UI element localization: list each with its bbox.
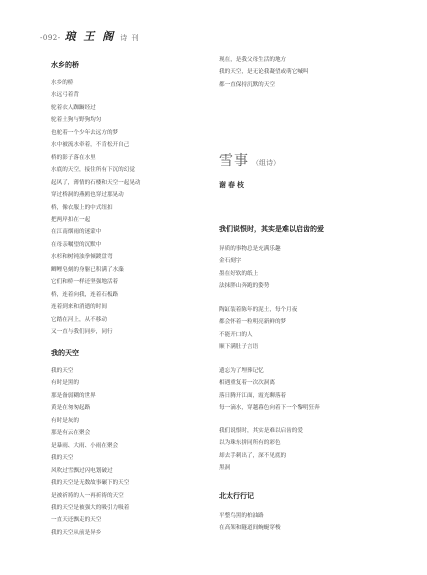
poem-line: 我的天空是无数故事碾下的天空: [51, 480, 130, 487]
poem-line: 却去手刺出了，深不见底的: [219, 452, 287, 459]
poem-line: 在江南烟雨的迷蒙中: [51, 229, 102, 236]
poem-line: 落日腾开江面，霞光聊落着: [219, 392, 287, 399]
page-number: -092-: [40, 34, 61, 42]
poem-line: 有时是灰的: [51, 417, 79, 424]
poem-line: 那是备弱糊的世界: [51, 392, 96, 399]
poem-line: 把两岸扣在一起: [51, 216, 91, 223]
magazine-title: 诗 刊: [120, 34, 140, 42]
author-name: 谢春枝: [219, 180, 246, 189]
poem-line: 桥的影子落在水里: [51, 154, 96, 161]
poem-line: 我的天空: [51, 455, 74, 462]
poem-line: 黄是在匆匆起路: [51, 405, 91, 412]
poem-line: 我的天空，是无论我凝望或萌它喊叫: [219, 69, 309, 76]
poem-line: 水中被流水牵着，不肯松开自己: [51, 142, 130, 149]
poem-line: 起风了，薄情的石楼和天空一起晃动: [51, 179, 141, 186]
poem-line: 水底的天空，接住所有下沉的幻觉: [51, 167, 135, 174]
poem-line: 是暴雨、大雨、小雨在聚会: [51, 442, 119, 449]
poem-line: 水远弓着背: [51, 92, 79, 99]
poem-line: 桥，连着向我，连着石板路: [51, 291, 119, 298]
poem-line: 驼着衣人踟蹰经过: [51, 104, 96, 111]
poem-line: 我的天空从前是异乡: [51, 529, 102, 536]
poem-line: 不能开口的人: [219, 331, 253, 338]
poem-line: 陶缸装着陈年的泥土，每个月夜: [219, 307, 298, 313]
poem-line: 在母亲嘱望的沉默中: [51, 241, 102, 248]
magazine-logo: 琅 王 阁: [64, 30, 116, 43]
poem-line: 水杉和树钝浊拳倾踱盘弯: [51, 254, 113, 261]
poem-title: 我的天空: [51, 348, 79, 357]
poem-line: 在高架和隧道间蜿蜒穿梭: [219, 525, 281, 532]
poem-line: 驼着土狗与野狗均匀: [51, 117, 102, 124]
poem-line: 顺下满肚子言语: [219, 344, 259, 351]
poem-line: 以为珠东拼同所有的彩色: [219, 440, 281, 447]
section-title: [219, 150, 280, 170]
poem-line: 异质的事物总是充满乐趣: [219, 246, 281, 252]
poem-line: 那是有云在聚会: [51, 430, 91, 437]
poem-title: 我们说恨时，其实是难以启齿的爱: [219, 224, 324, 233]
poem-line: 穿过桥洞的燕鸥也穿过那晃动: [51, 192, 124, 199]
poem-line: 现在，是我父母生活的地方: [219, 57, 287, 63]
poem-line: 都一直保持沉默的天空: [219, 81, 275, 88]
poem-line: 水乡的桥: [51, 80, 74, 86]
poem-line: 法抹胖山奔跑的姿势: [219, 283, 270, 290]
page-header: [40, 28, 140, 44]
poem-line: 桥，像衣服上的中式纽扣: [51, 204, 113, 211]
poem-title: 北太行行记: [219, 491, 254, 500]
poem-line: 是被祈祷的人一再祈祷的天空: [51, 492, 124, 499]
poem-line: 墨在好软的纸上: [219, 270, 259, 277]
poem-line: 鲫鲤皂刻的身躯已积满了水藻: [51, 266, 124, 273]
poem-title: 水乡的桥: [51, 60, 79, 69]
poem-line: 连着到来和消逝的时间: [51, 304, 107, 311]
poem-line: 一直天还飘走的天空: [51, 517, 102, 524]
poem-line: 我的天空是被强大的吸引力吸着: [51, 504, 130, 511]
poem-line: 有时是黑的: [51, 380, 79, 387]
section-subtitle: （组诗）: [252, 159, 280, 167]
poem-line: 又一直与我们同步，同行: [51, 329, 113, 335]
poem-line: 金石刻字: [219, 258, 242, 265]
poem-line: 我们说恨时，其实是难以启齿的爱: [219, 428, 303, 434]
poem-line: 每一滴水，穿越暮色向着下一个黎明狂奔: [219, 405, 320, 412]
poem-line: 风吹过雪飘过闪电划破过: [51, 467, 113, 474]
poem-line: 平整鸟黑的柏油路: [219, 513, 264, 519]
section-title-text: 雪事: [219, 153, 249, 169]
poem-line: 黑洞: [219, 465, 231, 472]
poem-line: 也驼着一个少年去远方的梦: [51, 129, 119, 136]
poem-line: 都会怀着一粒明亮新鲜的梦: [219, 319, 287, 326]
poem-line: 它踏在河上，从不移动: [51, 316, 107, 323]
poem-line: 我的天空: [51, 368, 74, 374]
poem-line: 遗忘为了埋葬记忆: [219, 368, 264, 374]
poem-line: 相遇重复着一次次洞离: [219, 380, 275, 387]
poem-line: 它们和桥一样还坚强地活着: [51, 279, 119, 286]
